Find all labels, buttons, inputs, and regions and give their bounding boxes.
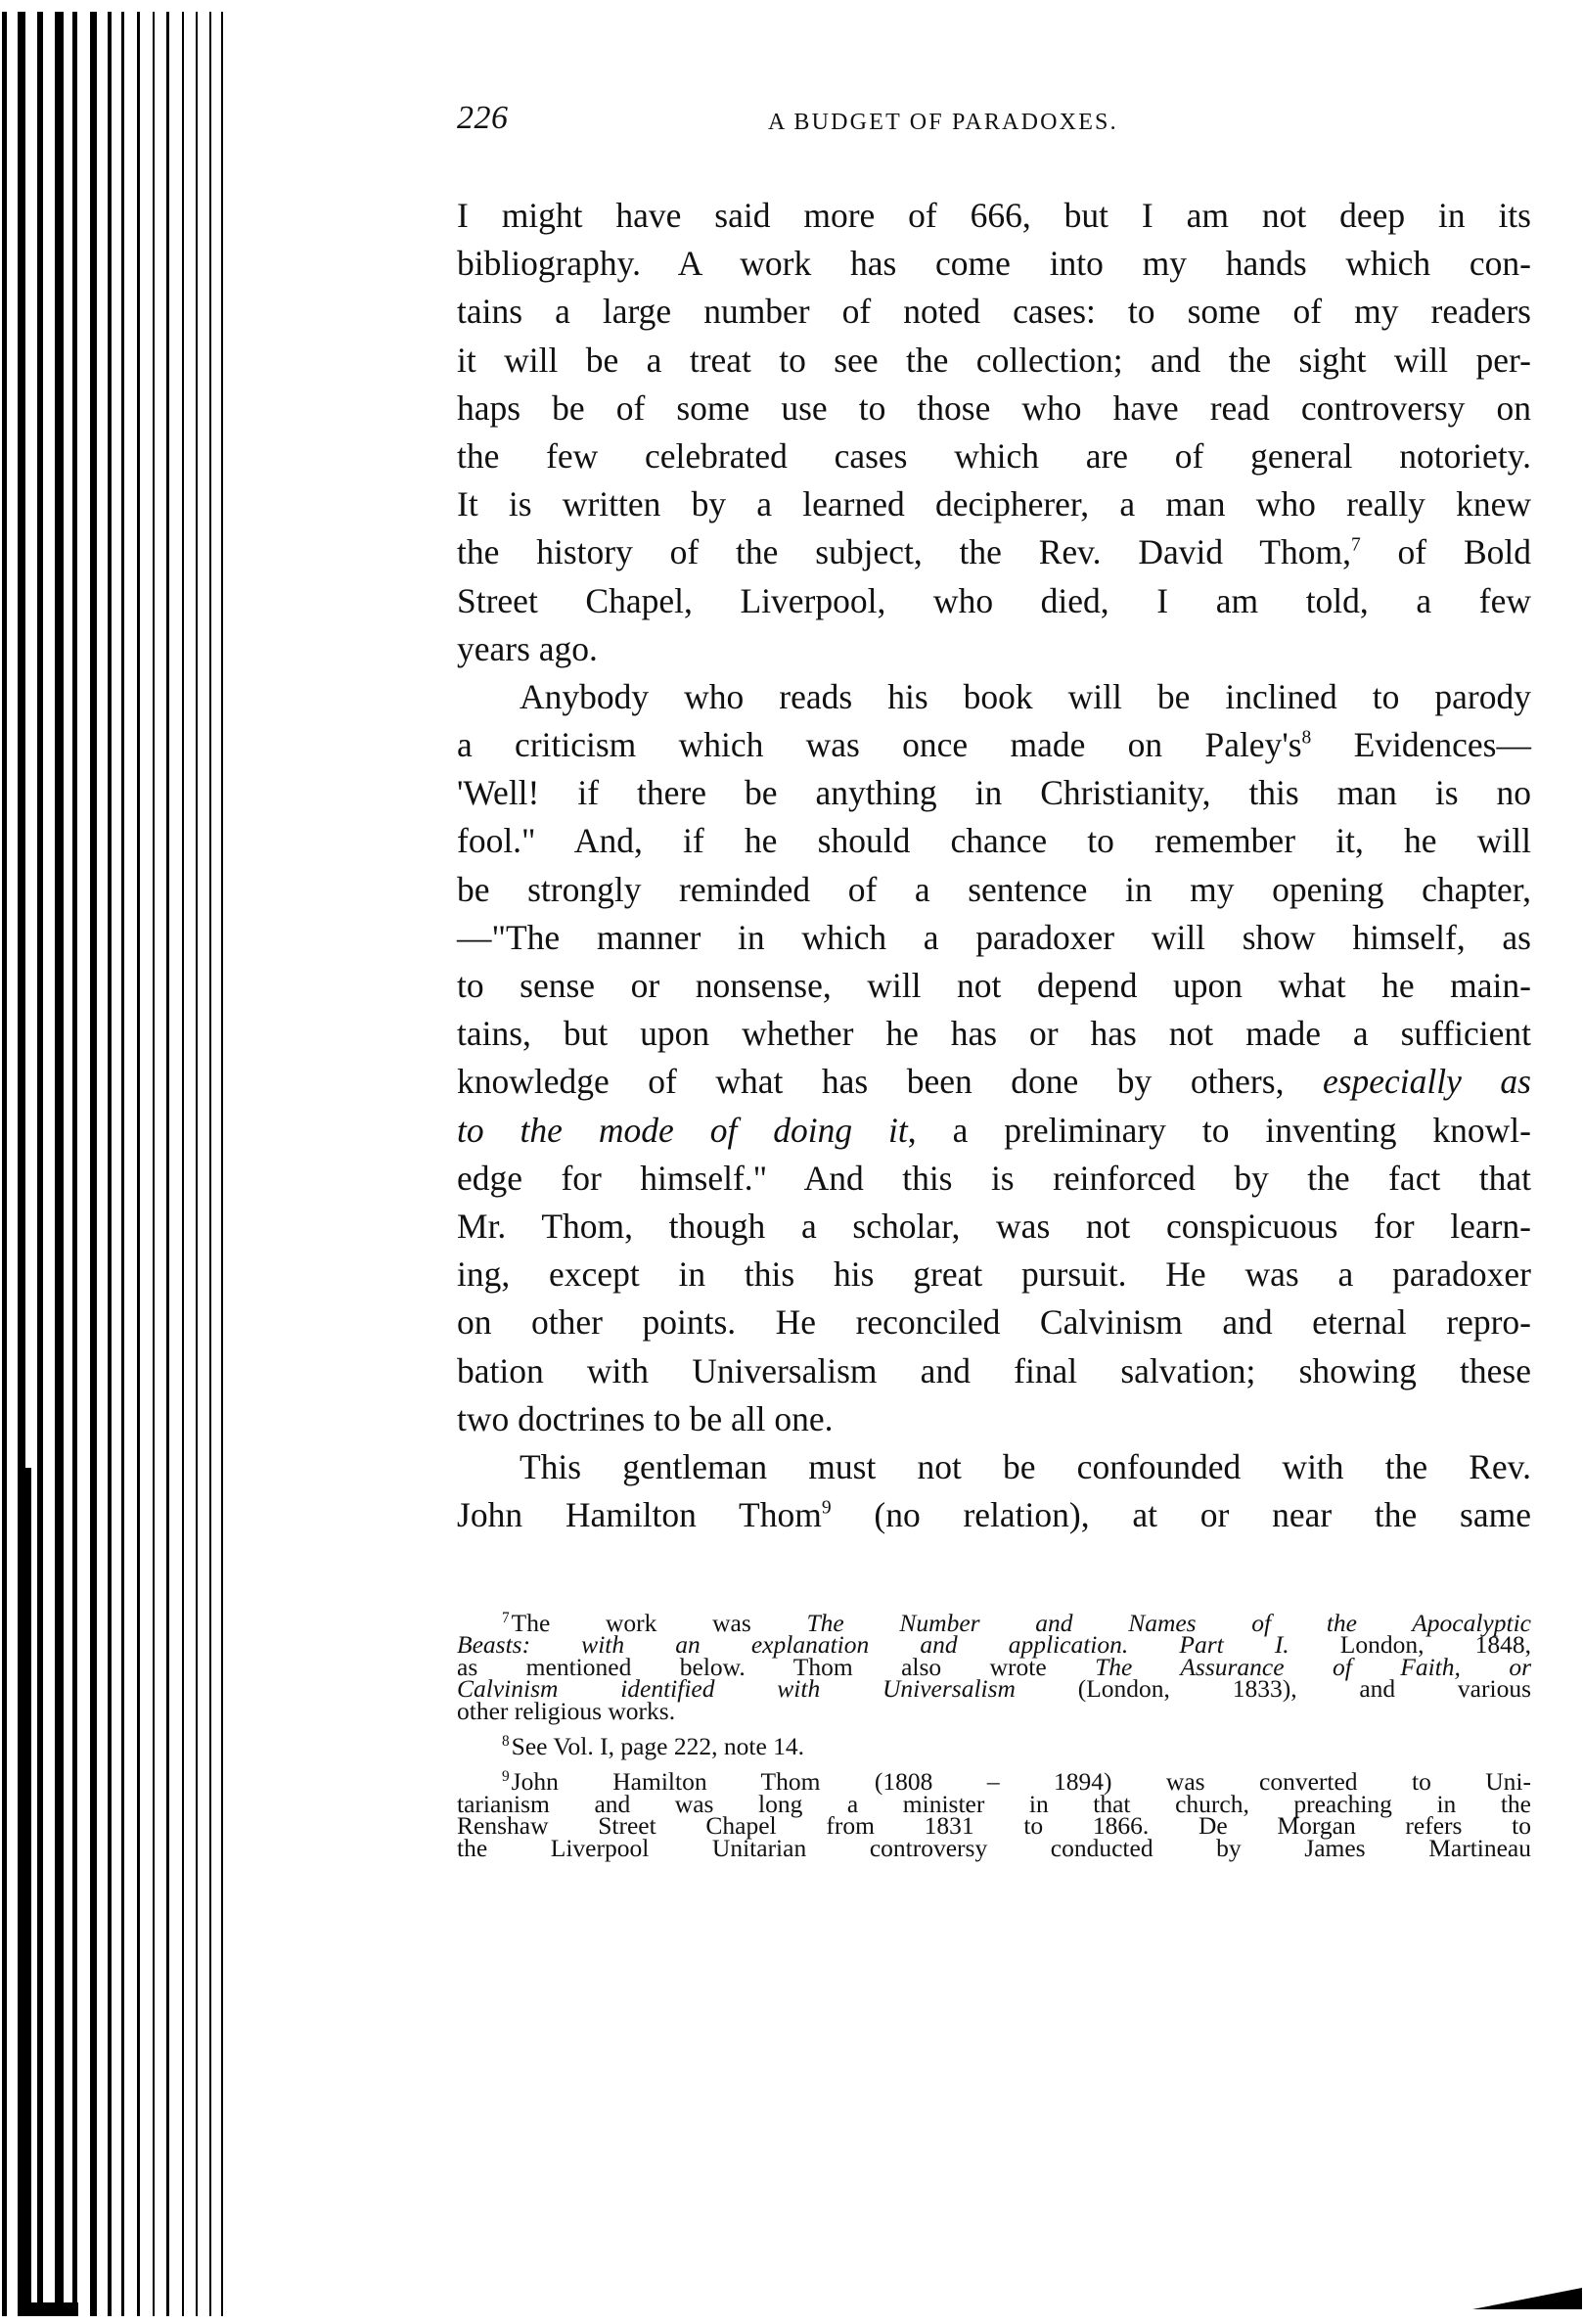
text-run: Evidences—: [1311, 725, 1531, 765]
running-title: A BUDGET OF PARADOXES.: [768, 110, 1118, 135]
text-run: other religious works.: [457, 1696, 676, 1725]
text-run: See Vol. I, page 222, note 14.: [511, 1731, 805, 1760]
body-line: [457, 1010, 1531, 1058]
text-run: It is written by a learned decipherer, a man who really knew: [457, 484, 1531, 524]
book-binding-edge: [0, 0, 235, 2324]
text-run: (no relation), at or near the same: [831, 1495, 1532, 1535]
footnote-7: [457, 1609, 1531, 1725]
body-line: [457, 433, 1531, 480]
text-run: Street Chapel, Liverpool, who died, I am told, a few: [457, 580, 1531, 620]
text-run: two doctrines to be all one.: [457, 1398, 834, 1438]
body-line: [457, 1058, 1531, 1106]
body-line: [457, 1155, 1531, 1203]
text-run: fool." And, if he should chance to remember it, he will: [457, 821, 1531, 861]
text-run: tarianism and was long a minister in that church, preaching in the: [457, 1789, 1531, 1818]
text-run: it will be a treat to see the collection; and the sight will per-: [457, 340, 1531, 380]
body-line: [457, 673, 1531, 721]
text-run: London, 1848,: [1289, 1630, 1531, 1660]
footnote-reference: 7: [1350, 534, 1361, 556]
body-line: [457, 337, 1531, 385]
text-run: The work was: [511, 1609, 807, 1637]
binding-stripe: [182, 12, 184, 2316]
italic-text: The Number and Names of the Apocalyptic: [806, 1609, 1531, 1637]
body-line: [457, 480, 1531, 528]
page-number: 226: [457, 100, 509, 136]
footnote-line: [457, 1833, 1531, 1862]
binding-stripe: [153, 12, 155, 2316]
text-run: 'Well! if there be anything in Christianity, this man is no: [457, 773, 1531, 813]
page-corner-mark: [1472, 2288, 1582, 2309]
binding-stripe: [166, 12, 169, 2316]
body-line: [457, 914, 1531, 962]
text-run: bibliography. A work has come into my hands which con-: [457, 244, 1531, 284]
footnote-marker: 8: [502, 1732, 510, 1750]
binding-stripe: [209, 12, 211, 2316]
footnotes: [457, 1609, 1531, 1862]
text-run: the few celebrated cases which are of general notoriety.: [457, 435, 1531, 476]
text-run: Renshaw Street Chapel from 1831 to 1866. De Morgan refers to: [457, 1811, 1531, 1841]
binding-stripe: [55, 12, 64, 2316]
binding-border: [20, 2302, 78, 2316]
body-line: [457, 1107, 1531, 1155]
body-line: [457, 817, 1531, 865]
text-run: of Bold: [1360, 532, 1532, 572]
body-line: [457, 866, 1531, 914]
text-run: knowledge of what has been done by others,: [457, 1062, 1323, 1102]
binding-stripe: [90, 12, 97, 2316]
footnote-reference: 8: [1301, 727, 1312, 749]
text-run: to sense or nonsense, will not depend upon what he main-: [457, 966, 1531, 1005]
text-run: on other points. He reconciled Calvinism and eternal repro-: [457, 1302, 1531, 1343]
body-line: [457, 288, 1531, 336]
text-run: ing, except in this his great pursuit. He was a paradoxer: [457, 1254, 1531, 1295]
text-run: —"The manner in which a paradoxer will show himself, as: [457, 917, 1531, 957]
text-run: Mr. Thom, though a scholar, was not conspicuous for learn-: [457, 1206, 1531, 1246]
text-run: John Hamilton Thom: [457, 1495, 822, 1535]
binding-border: [20, 1468, 31, 2316]
italic-text: The Assurance of Faith, or: [1095, 1652, 1531, 1681]
body-line: [457, 625, 1531, 673]
text-run: tains a large number of noted cases: to some of my readers: [457, 292, 1531, 332]
binding-stripe: [196, 12, 198, 2316]
body-line: [457, 240, 1531, 288]
body-line: [457, 528, 1531, 576]
text-run: be strongly reminded of a sentence in my opening chapter,: [457, 869, 1531, 909]
body-line: [457, 1203, 1531, 1251]
binding-stripe: [37, 12, 43, 2316]
text-run: haps be of some use to those who have read controversy on: [457, 387, 1531, 428]
footnote-marker: 7: [502, 1609, 510, 1626]
text-run: as mentioned below. Thom also wrote: [457, 1652, 1096, 1681]
body-line: [457, 1395, 1531, 1443]
text-run: bation with Universalism and final salvation; showing these: [457, 1350, 1531, 1390]
footnote-9: [457, 1767, 1531, 1862]
body-line: [457, 1251, 1531, 1299]
text-run: years ago.: [457, 628, 598, 668]
text-run: a criticism which was once made on Paley's: [457, 725, 1302, 765]
footnote-marker: 9: [502, 1768, 510, 1786]
body-line: [457, 1347, 1531, 1395]
body-line: [457, 577, 1531, 625]
text-run: edge for himself." And this is reinforced by the fact that: [457, 1158, 1531, 1198]
binding-stripe: [2, 12, 7, 2316]
binding-stripe: [221, 12, 223, 2316]
text-run: (London, 1833), and various: [1015, 1674, 1531, 1704]
italic-text: especially as: [1322, 1062, 1531, 1102]
text-run: This gentleman must not be confounded with the Rev.: [520, 1446, 1531, 1486]
text-run: John Hamilton Thom (1808 – 1894) was converted to Uni-: [511, 1767, 1531, 1797]
text-run: Anybody who reads his book will be inclined to parody: [520, 676, 1531, 716]
italic-text: Beasts: with an explanation and application. Part I.: [457, 1630, 1289, 1660]
text-run: I might have said more of 666, but I am not deep in its: [457, 196, 1531, 235]
text-run: the history of the subject, the Rev. David Thom,: [457, 532, 1351, 572]
text-run: tains, but upon whether he has or has not made a sufficient: [457, 1014, 1531, 1054]
binding-stripe: [108, 12, 112, 2316]
italic-text: to the mode of doing it: [457, 1110, 908, 1150]
body-text: [457, 192, 1531, 1539]
body-line: [457, 769, 1531, 817]
footnote-line: [457, 1731, 1531, 1760]
body-line: [457, 721, 1531, 769]
body-line: [457, 1443, 1531, 1491]
footnote-reference: 9: [821, 1497, 832, 1519]
binding-stripe: [137, 12, 140, 2316]
text-run: the Liverpool Unitarian controversy conducted by James Martineau: [457, 1833, 1531, 1862]
binding-stripe: [72, 12, 77, 2316]
italic-text: Calvinism identified with Universalism: [457, 1674, 1016, 1704]
footnote-8: [457, 1731, 1531, 1760]
binding-stripe: [121, 12, 124, 2316]
body-line: [457, 1299, 1531, 1346]
body-line: [457, 192, 1531, 240]
body-line: [457, 385, 1531, 433]
body-line: [457, 1491, 1531, 1539]
body-line: [457, 962, 1531, 1010]
footnote-line: [457, 1696, 1531, 1725]
text-run: , a preliminary to inventing knowl-: [907, 1110, 1531, 1150]
